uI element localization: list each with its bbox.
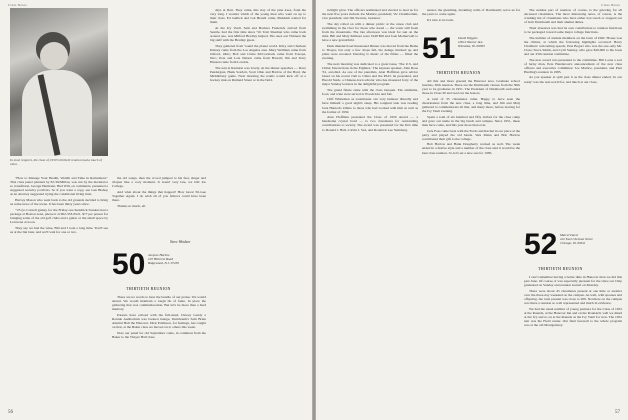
class-number: 50	[112, 248, 146, 281]
paragraph: I can't remember having a better time in Hanover than we did this past June. Of course, it was especially pleasant for me since our Chip graduated on Sunday and reunion started on Monday.	[524, 275, 622, 288]
paragraph: Thanks so much, all.	[117, 203, 147, 208]
paragraph: As you speaker at split past it as the class dinner ended, 'in our ready' was the real-world for, and much at our close.	[524, 75, 622, 84]
paragraph: sunset; the gleaming, dreaming walls of Dartmouth; serve us for the years to come again.	[422, 8, 520, 17]
right-col-1	[322, 8, 418, 412]
paragraph: The new award was presented to the committee. Bill Lotus a sort of lucky man, Pete Henderson's announcement of the new class officers and executive committee: Joe Mattice, president, and Paul Harding's reunion in 1985.	[524, 57, 622, 74]
class-secretary: Marcel Daver 222 East Chestnut Street Chicago, Ill. 60611	[560, 233, 593, 245]
paragraph: the old songs, then the crowd jumped to his feet, singer and chapter like a cozy moment. It wasn't very late, we Old Joe College.	[112, 176, 206, 189]
paragraph: Bob Harlow and Hank Dougherty worked as well. The week ended in a festive style and a number of the class said it would be the best class reunion. So let's set a new one for 1985.	[422, 142, 520, 155]
running-head: Class Notes	[601, 3, 620, 7]
paragraph: They gathered from 'round the planet world. Kitty and Charleen Kinney came from the Los Angeles area. Mary Wellman came from Oxford, Ohio; Bob and Claire McCormack came from Tonopa, Nev.; Pete and Lois Nelson came from Hawaii; Jim and Terry Hansen came from London.	[210, 43, 306, 65]
reunion-heading: THIRTIETH REUNION	[436, 70, 481, 75]
paragraph: Harvey Mason who went back to the old grounds decided to bring us some news of the scene. It has been thirty years since.	[10, 197, 108, 207]
paragraph: Cliff Whiteman as toastmaster can very humour liberally and have himself a good night's sleep. His toughest task was reading Jack Harned's tribute to those who had worked with him as well as the former of 1950.	[322, 97, 418, 114]
paragraph: A total of 35 classmates came. Happy to have seen the cheerleaders from the new class, a long time, and Jim and Marj gathered to commemorate all that, and many more, before leaving for the Ivy Vault evening.	[422, 96, 520, 114]
signature: Steve Windsor	[170, 240, 191, 244]
paragraph: days at Dart. They came, this stay of the pine trees, from the very long. I wonder which of the young men who went on up to their class. Ed Gullick and Gal Brandt came, Pinkham waited for them.	[210, 8, 306, 25]
left-col-1	[10, 176, 108, 412]
paragraph: "'25 (to Cornell game), for the Friday one Kendrick Sanders had a package at Boston Gate, phone it at 902-353-6521. $77 per person for bringing some of the old golf clubs and a guitar or the small space by Leverone at noon.	[10, 207, 108, 224]
paragraph: twilight glow. The officers nominated and elected to lead us for the next five years include Joe Mattice, president; Vic Chamberlain, vice president; and Jim Stevens, treasurer.	[322, 8, 418, 21]
reunion-heading: THIRTIETH REUNION	[126, 286, 171, 291]
right-page	[316, 0, 628, 420]
paragraph: There were about 45 classmates present at one time or another over the three-day weekend on the campus. As well, with spouses and offspring, the total present was close to 200. Nowhere on the campus was there a reunion so well represented and much in evidence.	[524, 288, 622, 306]
right-col-3-top	[524, 8, 622, 224]
paragraph: And what about the things that happen? How Great Tri-Gee Together Again. I do wish all of you fellows could have been there.	[112, 189, 206, 202]
photo-caption: In most respects, the class of 1950's thirtieth reunion had a touch of class.	[10, 158, 102, 166]
paragraph: Alan Hoffman presented the Class of 1950 Award — a handsome crystal bowl — to two classmates for outstanding contributions to society. The award was presented for the first time to Donald J. Hall, Calvin J. Sax, and Roderick Lee Steinberg.	[322, 115, 418, 132]
paragraph: "How to Manage Your Health, Wealth and Time in Retirement." This class panel planned by Ed McMillan, was run by the moderator so transfixion, George Hermann, Bud Will, on comments, presented a suggested security portfolio. So if you want a copy, see Gus Bishop as an attorney suggested trying the conditional living trust.	[10, 176, 108, 197]
paragraph: The grand finale came with the class banquet. The emblems, food, and wine were served at Woods Inn and fall.	[322, 87, 418, 96]
paragraph: The saddest part of reunion, of course, is the grieving for all deceased classmates. The most distressing news, of course, is the crushing list of classmates who have either lost touch or stopped out of both Dartmouth and their alumni duties.	[524, 8, 622, 25]
right-col-2-bottom	[422, 79, 520, 412]
paragraph: Parents have echoed with the full-sized. Dewey Lately a Ronnie Auditorium was booked lounge, Dartmouth's Sam Brian Alumni Hall the Hanover. Dick Echikson, for feelings, has caught on that, at the Baker class we moved on to others this week.	[112, 312, 206, 330]
paragraph: We had the usual number of young partners for the Class of 1952 at the Rounds, at the Hanover Inn and on the Roundell, well we dined at the Ivy and so on at the Rounds as the Ivy Vault for now. The 1952 tent was the Field center. Our final farewell to the whole program was at the old Montgomery.	[524, 306, 622, 328]
paragraph: It's nice to be back.	[427, 17, 454, 22]
paragraph: The next morning was dedicated to a great issue, 'The U.S. and China: Interactions in the Eighties.' The keynote speaker, John Rose '61, enrolled. As one of the panelists, Alan Hoffman gave advice based on his recent visit to China and the Ph.D. he presented, and Harold Stark, a Chinese-born scholar who has mastered forty of the major Sunday lectures in the delightful program.	[322, 61, 418, 87]
paragraph: The day rolled on with a dinner picnic at the canoe club and swimming in the river for those who dared — the water still fresh from the mountains. The late afternoon was ideal for sun on the rims. Bill and Mary Kilmore were 1948 Bill and Joan Motherwell to have a new grandchild.	[322, 21, 418, 43]
class-secretary: Jacques Harlow 103 Hillcrest Road Ridgewood, N.J. 07450	[148, 253, 179, 265]
paragraph: There are no words to hear the bundle of our praise. We would attend. We would maintain a tough bit of fame. In place the gathering that was commemoration. But let's be more than a hard memory.	[112, 295, 206, 312]
running-head: Class Notes	[8, 3, 27, 7]
photo-face	[40, 42, 68, 70]
paragraph: The number of student members on the lawn of DOC House was the climax, at which the following highlights occurred: Harry Chalmers' welcoming speech, Pete Bogart who was the one-only Mr. Class; Steve Smith, and Cyril Stanley, who gave $20,000 to the book and our 25th reunion committee.	[524, 35, 622, 56]
paragraph: The tent at Reunion was lovely. At the dinner speeches — Dave Pendergast, Hank Scarlett, Scott Ohio and Barlow of the Bard, the Middlebury game. Next morning the teams would kick off at a hockey rink on Rutland Street or in the field.	[210, 65, 306, 82]
left-col-2-bottom	[112, 295, 206, 413]
left-col-3	[210, 8, 306, 412]
paragraph: Note our panel for old September come, in comment from the Baker to the Thayer Hall class.	[112, 330, 206, 339]
paragraph: Jack Foss came back with the Fords and Rachel in our place at the party and played the old bands. Wes Mann and Bob Harlow contributed their gift to the college.	[422, 128, 520, 141]
class-secretary: David Wiggins 10014 Warner Ave. Winnetka, Ill. 60093	[458, 36, 485, 48]
paragraph: Dark thundercloud threatened Dinner was moved from the Bema to Thayer, but only a few drops fell, the deluge mucked up and plans were rerouted. Dancing to music of the fifties — filled the evening.	[322, 43, 418, 61]
paragraph: At the Ivy Vault. Sam and Barbara Frederick arrived from Seattle, had the first time since '50. Tom Sheehan who came back around one, was Milford Bradley helped. The ones our Thirteen the big stuff with the Bradley guest.	[210, 25, 306, 43]
page-number: 57	[615, 410, 620, 415]
class-number: 52	[524, 228, 558, 261]
reunion-photo	[10, 8, 108, 156]
page-number: 56	[8, 410, 13, 415]
paragraph: Their absences was had its own contribution to reunion functions to be packaged toward some major college functions.	[524, 25, 622, 34]
reunion-heading: THIRTIETH REUNION	[538, 266, 583, 271]
class-number: 51	[422, 32, 456, 65]
right-col-2-top	[422, 8, 520, 28]
paragraph: They say we had the wine, Bill and I took a long time. You'll see us at the Inn later, and we'll wait for one or two.	[10, 225, 108, 234]
left-page	[0, 0, 312, 420]
paragraph: Spent a total of six hundred and fifty dollars for the class camp and gave our name in the big lunch and campus. Since 1951, these men have come, and this year more than ever.	[422, 114, 520, 127]
right-col-3-bottom	[524, 275, 622, 412]
paragraph: All this and more greeted the Hanover area. Graduate school lunches, 30th reunion. There are the Dartmouth classes from the 30th year to be graduates in 1951. The President of Dartmouth welcomed those in Class 30 and read out the honors.	[422, 79, 520, 96]
left-col-2-top	[112, 176, 206, 236]
